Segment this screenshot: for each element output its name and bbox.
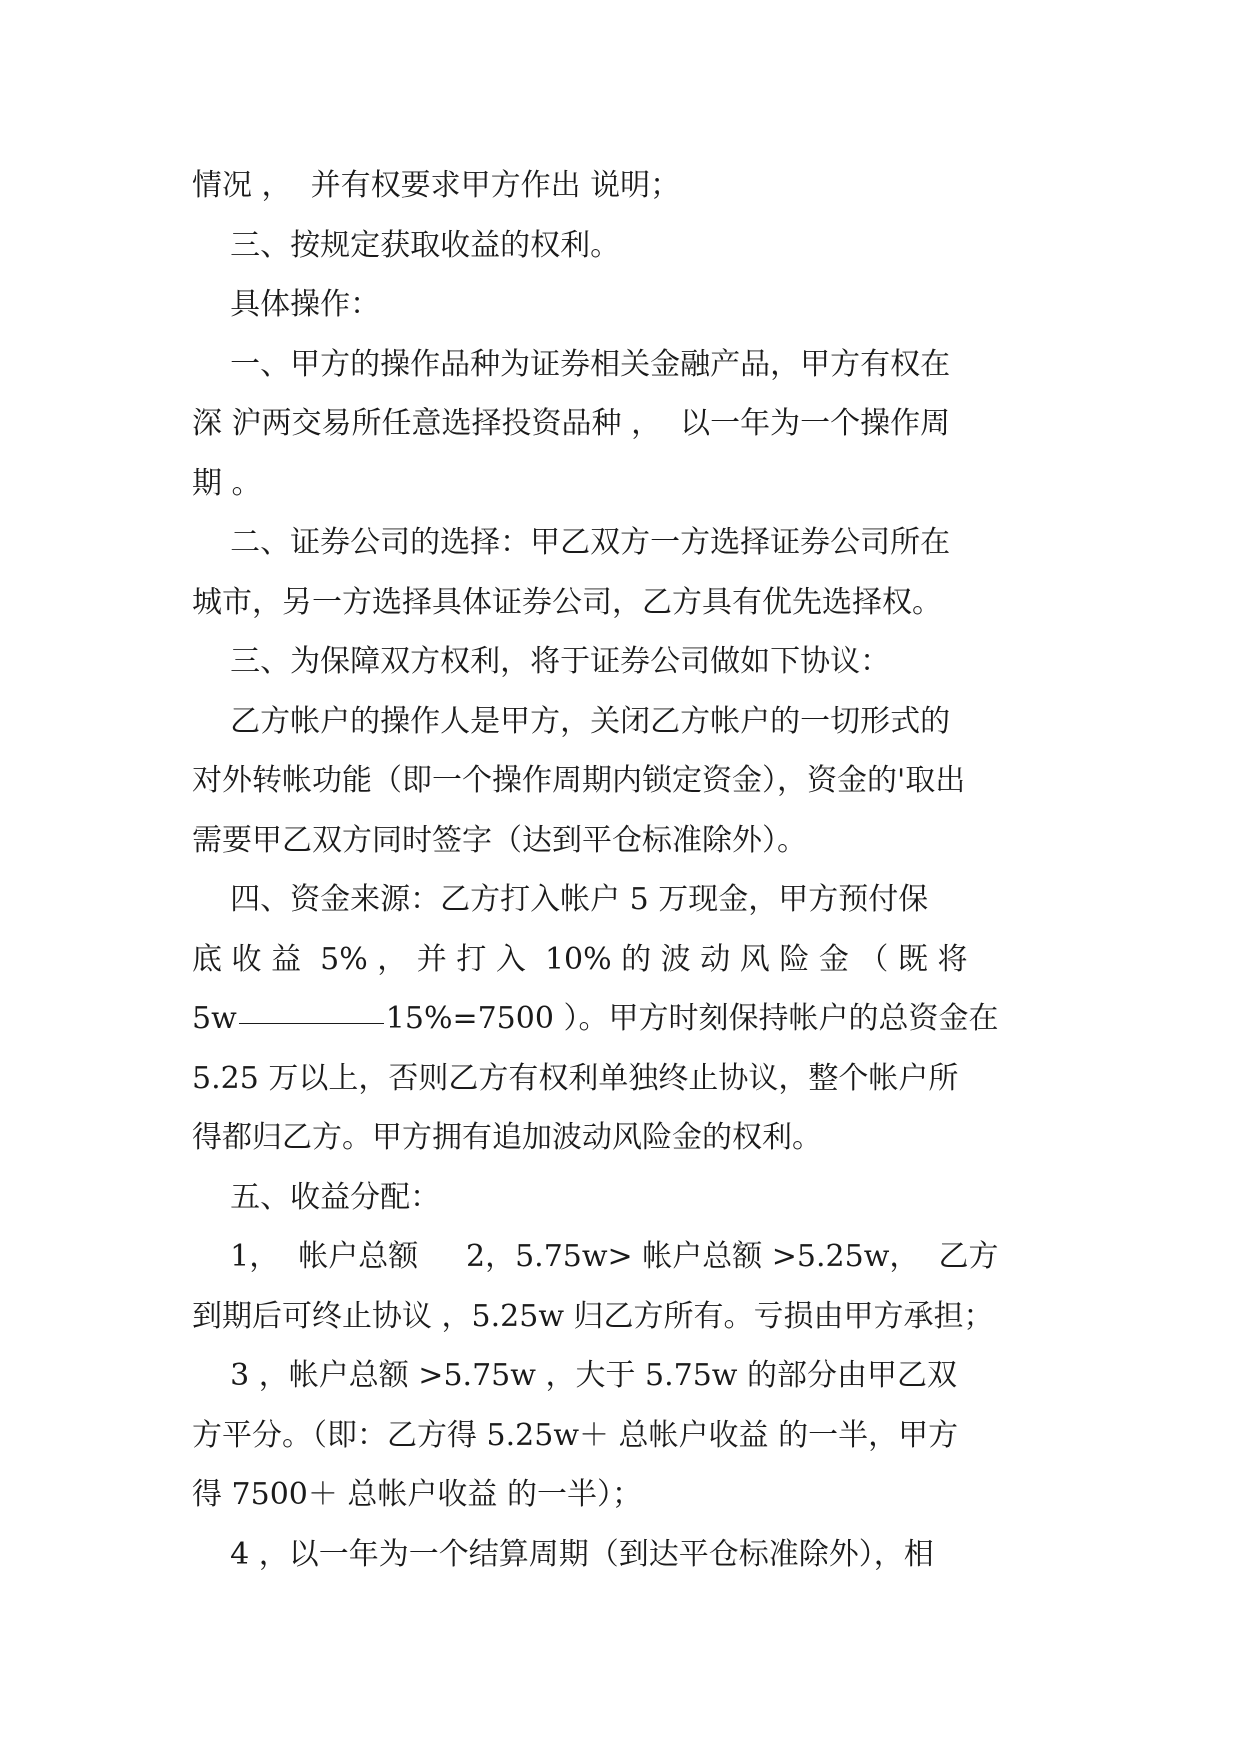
text-line-8: 城市，另一方选择具体证券公司，乙方具有优先选择权。 — [192, 584, 942, 620]
text-line-3: 具体操作： — [192, 287, 381, 322]
text-line-10: 乙方帐户的操作人是甲方，关闭乙方帐户的一切形式的 — [192, 703, 951, 739]
text-line-6: 期 。 — [192, 465, 262, 501]
text-line-22: 方平分。（即：乙方得 5.25w＋ 总帐户收益 的一半，甲方 — [192, 1417, 959, 1453]
text-line-18: 五、收益分配： — [192, 1179, 441, 1215]
text-line-15 — [192, 989, 1058, 1049]
text-line-20: 到期后可终止协议 ，5.25w 归乙方所有。亏损由甲方承担； — [192, 1298, 994, 1334]
text-line-2: 三、按规定获取收益的权利。 — [192, 227, 621, 263]
text-line-7: 二、证券公司的选择：甲乙双方一方选择证券公司所在 — [192, 525, 951, 560]
text-line-17: 得都归乙方。甲方拥有追加波动风险金的权利。 — [192, 1120, 822, 1155]
text-line-21: 3 ，帐户总额 >5.75w ，大于 5.75w 的部分由甲乙双 — [192, 1358, 957, 1393]
text-line-4: 一、甲方的操作品种为证券相关金融产品，甲方有权在 — [192, 346, 951, 382]
text-line-1: 情况 ， 并有权要求甲方作出 说明； — [192, 168, 681, 203]
text-line-11: 对外转帐功能（即一个操作周期内锁定资金），资金的'取出 — [192, 763, 966, 798]
text-line-5: 深 沪两交易所任意选择投资品种 ， 以一年为一个操作周 — [192, 406, 951, 441]
text-line-15-rest: 15%=7500 ）。甲方时刻保持帐户的总资金在 — [385, 1001, 999, 1036]
text-line-12: 需要甲乙双方同时签字（达到平仓标准除外）。 — [192, 822, 807, 858]
amount-prefix: 5w — [192, 1001, 237, 1036]
blank-underline — [239, 1023, 384, 1024]
text-line-14: 底 收 益 5% ， 并 打 入 10% 的 波 动 风 险 金 （ 既 将 — [192, 941, 968, 977]
text-line-13: 四、资金来源：乙方打入帐户 5 万现金，甲方预付保 — [192, 882, 929, 917]
text-line-9: 三、为保障双方权利，将于证券公司做如下协议： — [192, 644, 891, 679]
text-line-19: 1， 帐户总额 2，5.75w> 帐户总额 >5.25w， 乙方 — [192, 1239, 999, 1274]
text-line-24: 4 ，以一年为一个结算周期（到达平仓标准除外），相 — [192, 1536, 934, 1572]
text-line-23: 得 7500＋ 总帐户收益 的一半）； — [192, 1477, 642, 1512]
document-body — [192, 156, 1058, 1584]
text-line-16: 5.25 万以上，否则乙方有权利单独终止协议，整个帐户所 — [192, 1060, 959, 1096]
